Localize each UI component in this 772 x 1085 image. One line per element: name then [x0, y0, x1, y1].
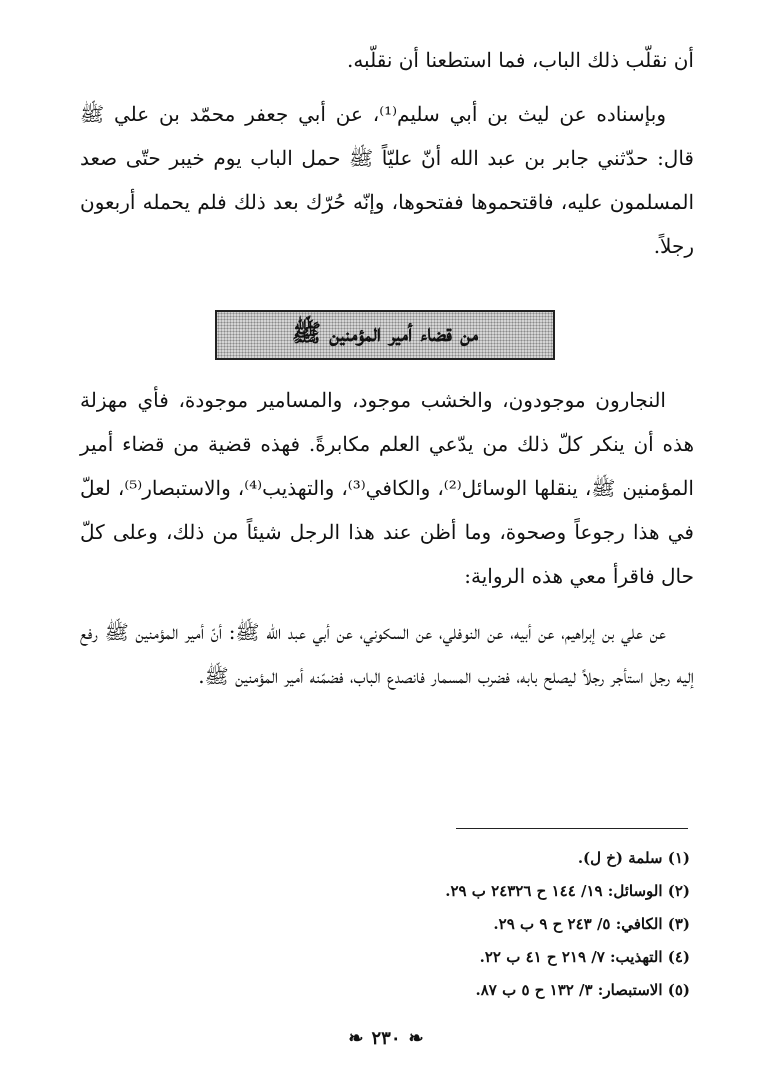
footnote-3: (٣) الكافي: ٥/ ٢٤٣ ح ٩ ب ٢٩.: [493, 915, 690, 933]
paragraph-2-container: [80, 92, 694, 268]
footnote-5: (٥) الاستبصار: ٣/ ١٣٢ ح ٥ ب ٨٧.: [475, 981, 690, 999]
paragraph-4: عن علي بن إبراهيم، عن أبيه، عن النوفلي، عن السكوني، عن أبي عبد الله ﷺ: أنّ أمير المؤمنين ﷺ رفع إليه رجل استأجر رجلاً ليصلح بابه، فضرب المسمار فانصدع الباب، فضمّنه أمير المؤمنين ﷺ.: [80, 620, 694, 688]
paragraph-3: النجارون موجودون، والخشب موجود، والمسامير موجودة، فأي مهزلة هذه أن ينكر كلّ ذلك من يدّعي العلم مكابرةً. فهذه قضية من قضاء أمير المؤمنين ﷺ، ينقلها الوسائل⁽²⁾، والكافي⁽³⁾، والتهذيب⁽⁴⁾، والاستبصار⁽⁵⁾، لعلّ في هذا رجوعاً وصحوة، وما أظن عند هذا الرجل شيئاً من ذلك، وعلى كلّ حال فاقرأ معي هذه الرواية:: [80, 388, 694, 588]
paragraph-1: أن نقلّب ذلك الباب، فما استطعنا أن نقلّبه.: [346, 48, 694, 72]
footnote-separator: [456, 828, 688, 829]
page-number: ٢٣٠: [371, 1028, 401, 1049]
footnote-1: (١) سلمة (خ ل).: [577, 849, 690, 867]
paragraph-4-container: [80, 610, 694, 698]
section-heading: من قضاء أمير المؤمنين ﷺ: [215, 310, 555, 360]
footnotes: [290, 842, 690, 1007]
paragraph-1-container: [80, 38, 694, 82]
paragraph-2: وبإسناده عن ليث بن أبي سليم⁽¹⁾، عن أبي جعفر محمّد بن علي ﷺ قال: حدّثني جابر بن عبد الله أنّ عليّاً ﷺ حمل الباب يوم خيبر حتّى صعد المسلمون عليه، فاقتحموها ففتحوها، وإنّه حُرّك بعد ذلك فلم يحمله أربعون رجلاً.: [80, 102, 694, 258]
paragraph-3-container: [80, 378, 694, 598]
left-ornament-icon: ❧: [348, 1028, 364, 1049]
footnote-4: (٤) التهذيب: ٧/ ٢١٩ ح ٤١ ب ٢٢.: [479, 948, 690, 966]
right-ornament-icon: ❧: [408, 1028, 424, 1049]
page-number-area: [0, 1028, 772, 1049]
footnote-2: (٢) الوسائل: ١٩/ ١٤٤ ح ٢٤٣٢٦ ب ٢٩.: [445, 882, 690, 900]
